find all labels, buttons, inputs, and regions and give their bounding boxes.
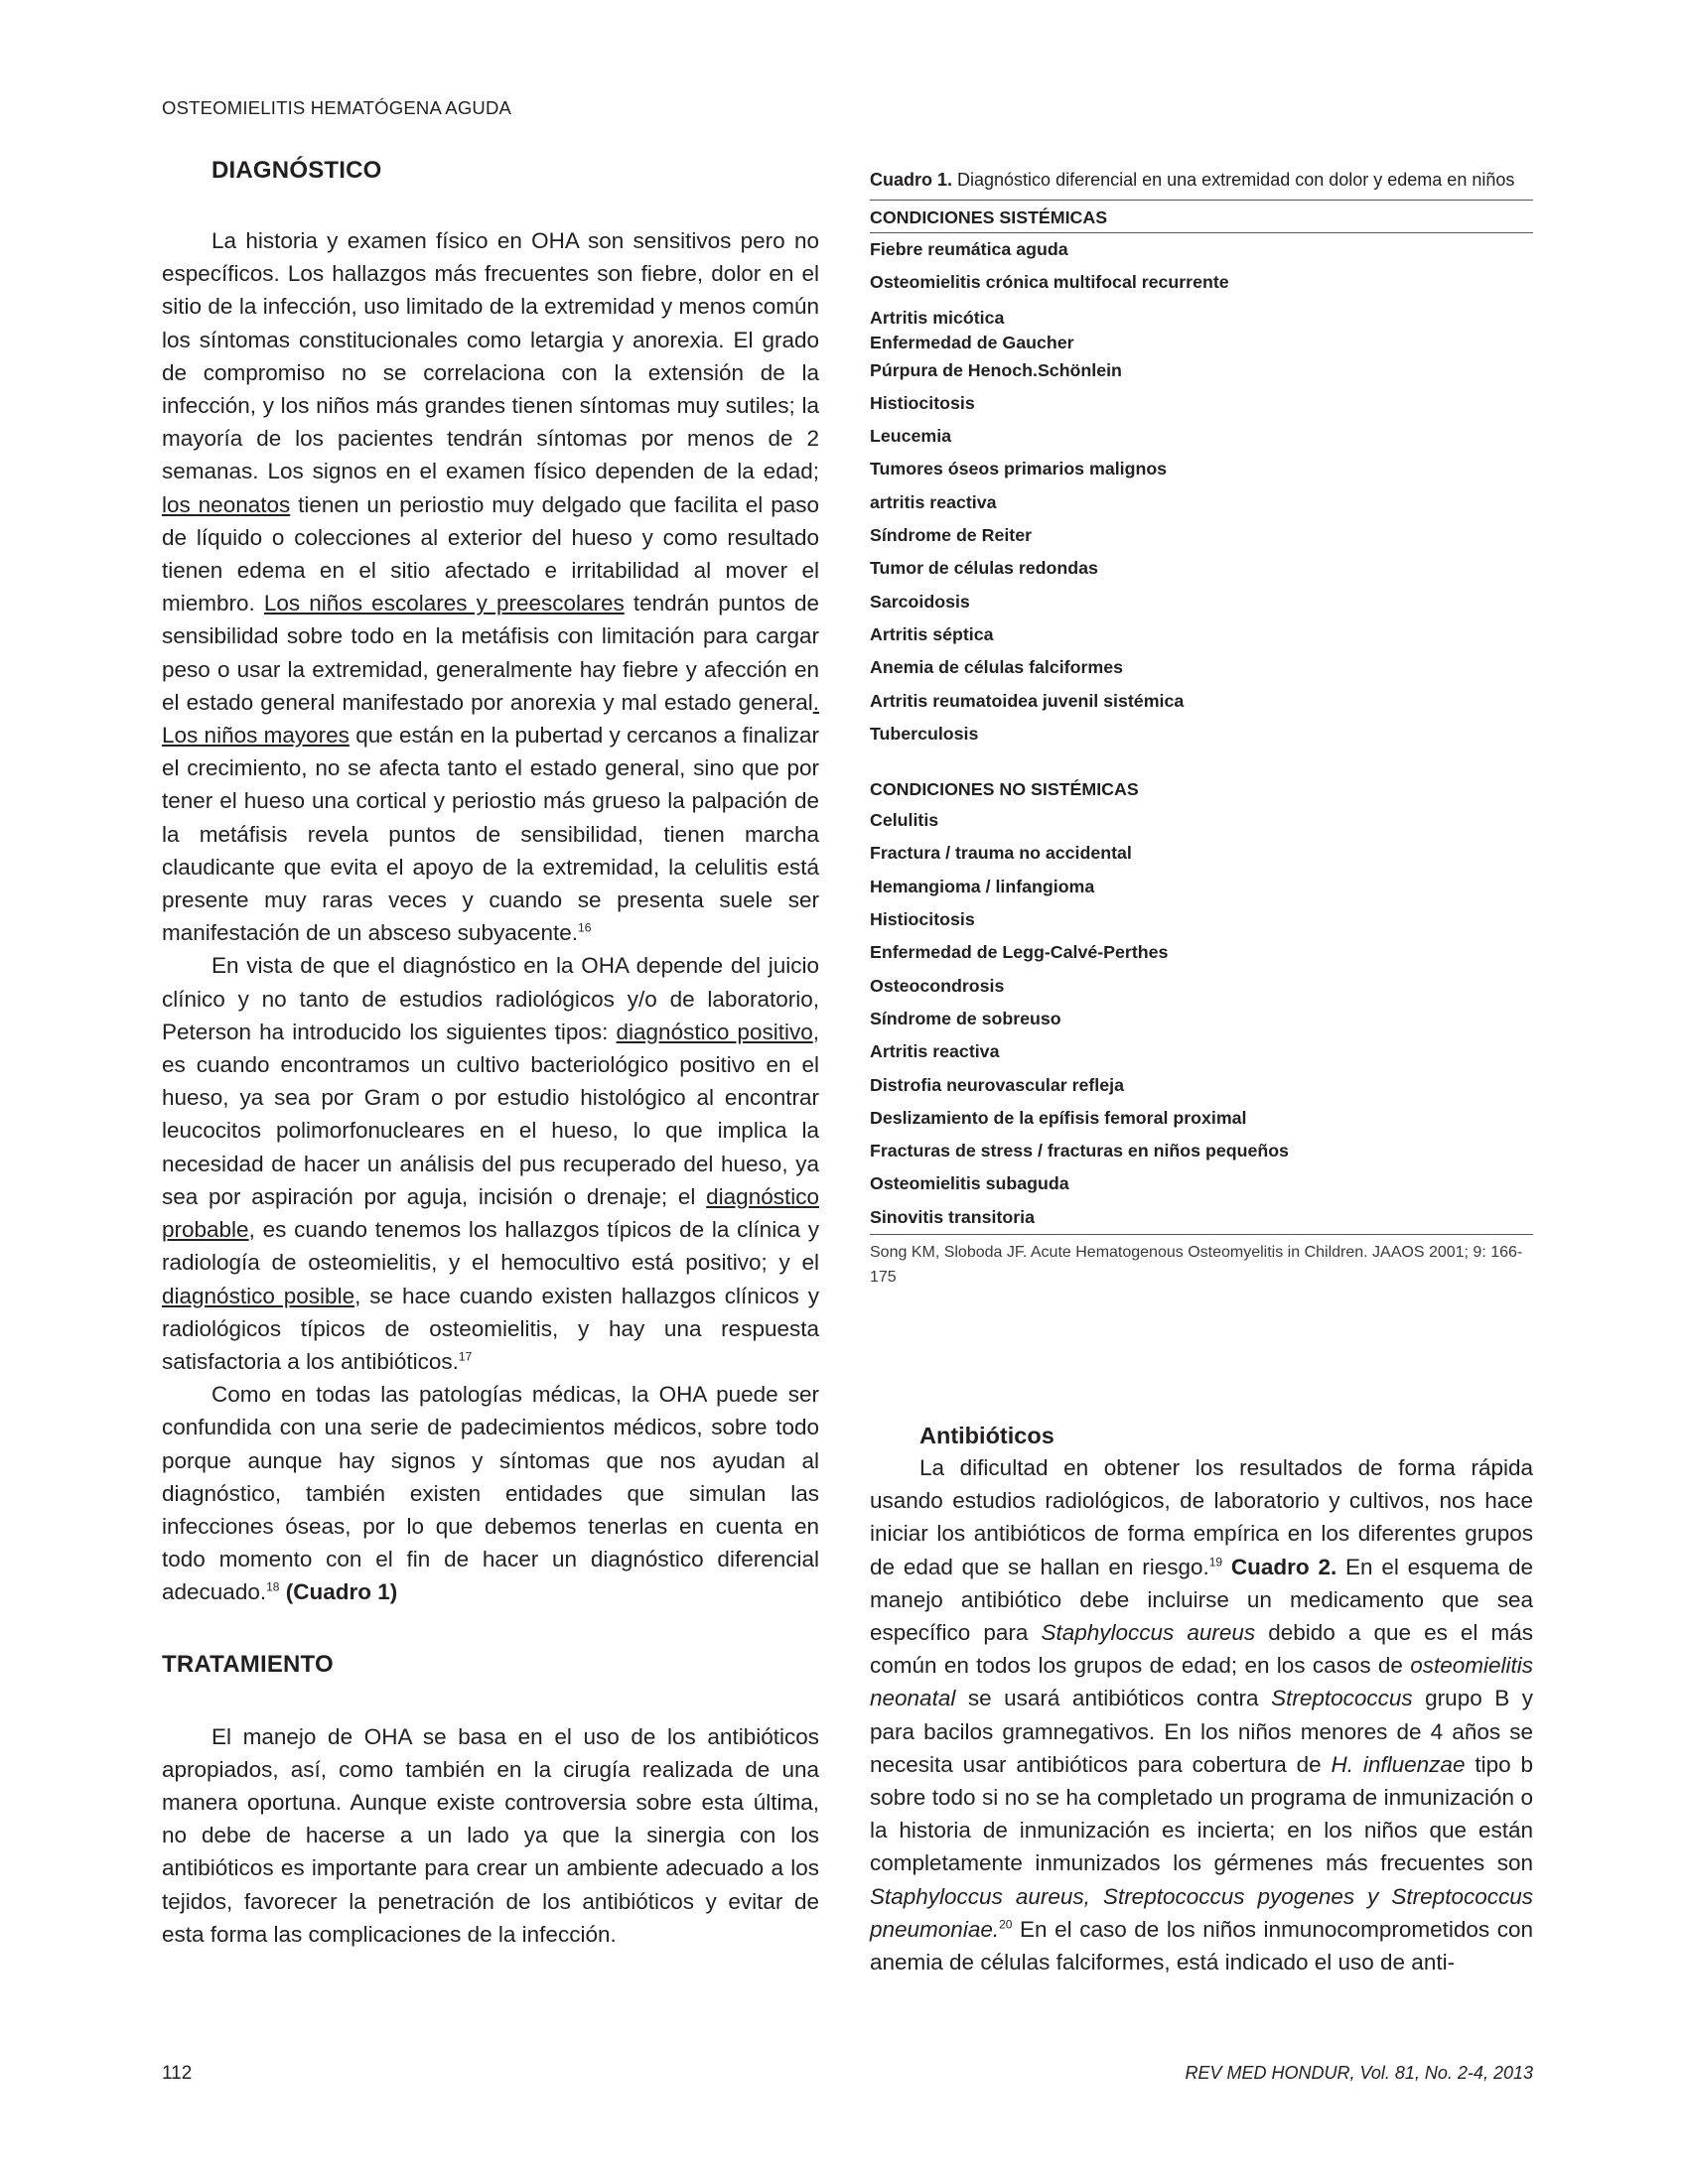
list-item: Histiocitosis [870,392,975,413]
underlined-term: diagnóstico posible [162,1283,355,1308]
list-item: Fiebre reumática aguda [870,239,1068,259]
list-item: Histiocitosis [870,909,975,930]
table-reference: Cuadro 2. [1222,1554,1337,1579]
paragraph-diagnostico-3: Como en todas las patologías médicas, la OHA puede ser confundida con una serie de padecimientos médicos, sobre todo porque aunque hay signos y síntomas que nos ayudan al diagnóstico, también existen entidades que simulan las infecciones óseas, por lo que debemos tenerlas en cuenta en todo momento con el fin de hacer un diagnóstico diferencial adecuado.$^{18}$ (Cuadro 1) [162,1382,819,1605]
underlined-term: los neonatos [162,491,291,517]
list-item: Sarcoidosis [870,591,970,612]
list-item: Fractura / trauma no accidental [870,843,1132,864]
list-item: Púrpura de Henoch.Schönlein [870,359,1122,380]
list-item: Enfermedad de Gaucher [870,332,1074,352]
list-item: Sinovitis transitoria [870,1206,1035,1227]
reference-marker: 17 [458,1349,473,1364]
reference-marker: 19 [1208,1555,1223,1570]
paragraph-antibioticos: La dificultad en obtener los resultados de forma rápida usando estudios radiológicos, de laboratorio y cultivos, nos hace iniciar los antibióticos de forma empírica en los diferentes grupos de edad que se hallan en riesgo.$^{19}$ Cuadro 2. En el esquema de manejo antibiótico debe incluirse un medicamento que sea específico para Staphyloccus aureus debido a que es el más común en todos los grupos de edad; en los casos de osteomielitis neonatal se usará antibióticos contra Streptococcus grupo B y para bacilos gramnegativos. En los niños menores de 4 años se necesita usar antibióticos para cobertura de H. influenzae tipo b sobre todo si no se ha completado un programa de inmunización o la historia de inmunización es incierta; en los niños que están completamente inmunizados los gérmenes más frecuentes son Staphyloccus aureus, Streptococcus pyogenes y Streptococcus pneumoniae.$^{20}$ En el caso de los niños inmunocomprometidos con anemia de células falciformes, está indicado el uso de anti- [870,1455,1534,1976]
table-bottom-rule [870,1234,1533,1235]
paragraph-diagnostico-1: La historia y examen físico en OHA son sensitivos pero no específicos. Los hallazgos más frecuentes son fiebre, dolor en el sitio de la infección, uso limitado de la extremidad y menos común los síntomas constitucionales como letargia y anorexia. El grado de compromiso no se correlaciona con la extensión de la infección, y los niños más grandes tienen síntomas muy sutiles; la mayoría de los pacientes tendrán síntomas por menos de 2 semanas. Los signos en el examen físico dependen de la edad; los neonatos tienen un periostio muy delgado que facilita el paso de líquido o colecciones al exterior del hueso y como resultado tienen edema en el sitio afectado e irritabilidad al mover el miembro. Los niños escolares y preescolares tendrán puntos de sensibilidad sobre todo en la metáfisis con limitación para cargar peso o usar la extremidad, generalmente hay fiebre y afección en el estado general manifestado por anorexia y mal estado general. Los niños mayores que están en la pubertad y cercanos a finalizar el crecimiento, no se afecta tanto el estado general, sino que por tener el hueso una cortical y periostio más grueso la palpación de la metáfisis revela puntos de sensibilidad, tienen marcha claudicante que evita el apoyo de la extremidad, la celulitis está presente muy raras veces y cuando se presenta suele ser manifestación de un absceso subyacente.$^{16}$ [162,228,819,946]
list-item: Hemangioma / linfangioma [870,876,1095,896]
section-title-diagnostico: DIAGNÓSTICO [211,157,382,184]
reference-marker: 18 [266,1579,280,1594]
list-item: Osteomielitis subaguda [870,1173,1069,1194]
reference-marker: 20 [999,1917,1013,1932]
underlined-term: diagnóstico probable [162,1183,819,1243]
list-item: Anemia de células falciformes [870,657,1123,678]
list-item: Leucemia [870,426,952,447]
underlined-term: . Los niños mayores [162,689,819,749]
table-cuadro-1 [870,167,1533,1290]
table-source: Song KM, Sloboda JF. Acute Hematogenous Osteomyelitis in Children. JAAOS 2001; 9: 166-175 [870,1244,1523,1287]
table-heading-systemic: CONDICIONES SISTÉMICAS [870,207,1108,227]
underlined-term: Los niños escolares y preescolares [263,591,625,616]
list-item: Tumor de células redondas [870,558,1098,579]
list-item: Celulitis [870,810,939,831]
list-item: Tumores óseos primarios malignos [870,459,1168,479]
subsection-title-antibioticos: Antibióticos [919,1423,1055,1448]
list-item: Síndrome de sobreuso [870,1008,1061,1028]
antibioticos-section [870,1423,1533,1979]
list-item: Enfermedad de Legg-Calvé-Perthes [870,942,1169,963]
list-item: Artritis micótica [870,307,1005,328]
left-column [162,157,819,1951]
table-reference: (Cuadro 1) [279,1579,398,1605]
underlined-term: diagnóstico positivo [616,1019,813,1044]
list-item: Síndrome de Reiter [870,525,1033,546]
journal-citation: REV MED HONDUR, Vol. 81, No. 2-4, 2013 [1185,2063,1533,2083]
list-item: Deslizamiento de la epífisis femoral proximal [870,1107,1247,1128]
list-item: Osteocondrosis [870,975,1005,996]
list-item: Artritis reactiva [870,1041,1000,1062]
table-heading-nonsystemic: CONDICIONES NO SISTÉMICAS [870,779,1139,800]
list-item: Fracturas de stress / fracturas en niños pequeños [870,1141,1289,1161]
list-item: Tuberculosis [870,723,979,744]
list-item: Artritis séptica [870,623,994,644]
page-number: 112 [162,2063,193,2084]
systemic-conditions-list [870,233,1533,751]
list-item: Distrofia neurovascular refleja [870,1074,1124,1095]
nonsystemic-conditions-list [870,804,1533,1234]
section-title-tratamiento: TRATAMIENTO [162,1650,334,1678]
paragraph-tratamiento: El manejo de OHA se basa en el uso de los antibióticos apropiados, así, como también en la cirugía realizada de una manera oportuna. Aunque existe controversia sobre esta última, no debe de hacerse a un lado ya que la sinergia con los antibióticos es importante para crear un ambiente adecuado a los tejidos, favorecer la penetración de los antibióticos y evitar de esta forma las complicaciones de la infección. [162,1723,819,1947]
paragraph-diagnostico-2: En vista de que el diagnóstico en la OHA depende del juicio clínico y no tanto de estudios radiológicos y/o de laboratorio, Peterson ha introducido los siguientes tipos: diagnóstico positivo, es cuando encontramos un cultivo bacteriológico positivo en el hueso, ya sea por Gram o por estudio histológico al encontrar leucocitos polimorfonucleares en el hueso, lo que implica la necesidad de hacer un análisis del pus recuperado del hueso, ya sea por aspiración por aguja, incisión o drenaje; el diagnóstico probable, es cuando tenemos los hallazgos típicos de la clínica y radiología de osteomielitis, y el hemocultivo está positivo; y el diagnóstico posible, se hace cuando existen hallazgos clínicos y radiológicos típicos de osteomielitis, y hay una respuesta satisfactoria a los antibióticos.$^{17}$ [162,953,819,1374]
list-item: Artritis reumatoidea juvenil sistémica [870,690,1185,711]
running-title: OSTEOMIELITIS HEMATÓGENA AGUDA [162,97,512,118]
list-item: artritis reactiva [870,491,997,512]
list-item: Osteomielitis crónica multifocal recurrente [870,272,1229,293]
reference-marker: 16 [578,920,592,935]
table-caption: Cuadro 1. Diagnóstico diferencial en una extremidad con dolor y edema en niños [870,170,1515,190]
